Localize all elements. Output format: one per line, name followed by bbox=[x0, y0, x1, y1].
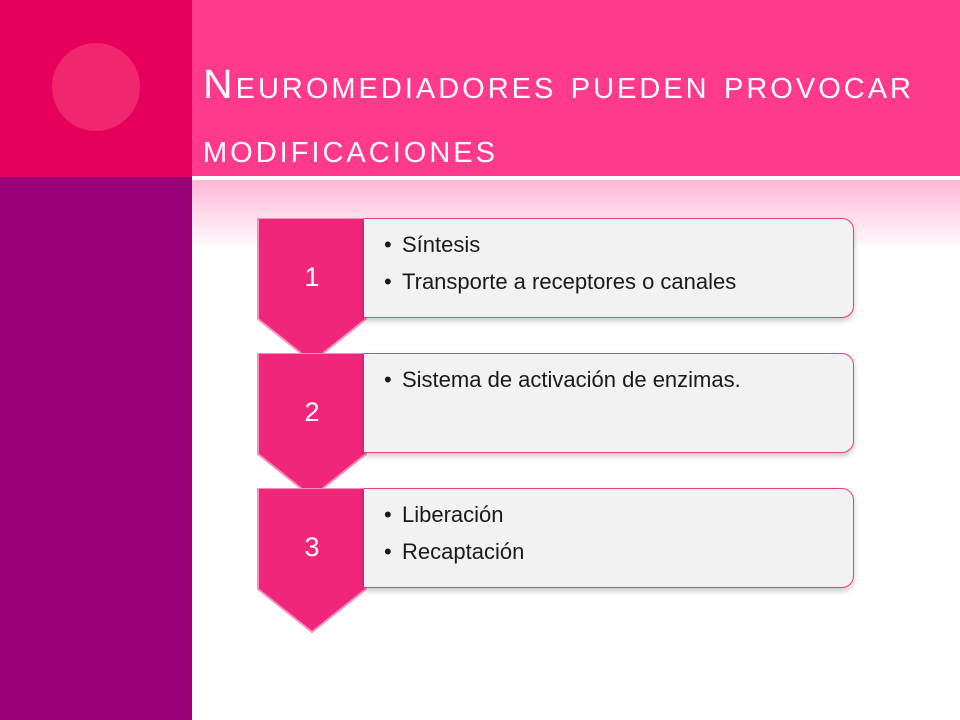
step-card bbox=[364, 218, 854, 318]
list-item: • Transporte a receptores o canales bbox=[384, 268, 843, 296]
step-number: 3 bbox=[304, 532, 320, 562]
step-number: 1 bbox=[304, 262, 320, 292]
decorative-circle bbox=[52, 43, 140, 131]
sidebar-bottom-panel bbox=[0, 177, 192, 720]
list-item: • Recaptación bbox=[384, 538, 843, 566]
list-item: • Sistema de activación de enzimas. bbox=[384, 366, 843, 394]
list-item: • Síntesis bbox=[384, 231, 843, 259]
step-card bbox=[364, 353, 854, 453]
slide-title: Neuromediadores pueden provocar modificaciones bbox=[203, 61, 914, 171]
list-item: • Liberación bbox=[384, 501, 843, 529]
step-number: 2 bbox=[304, 397, 320, 427]
step-card bbox=[364, 488, 854, 588]
